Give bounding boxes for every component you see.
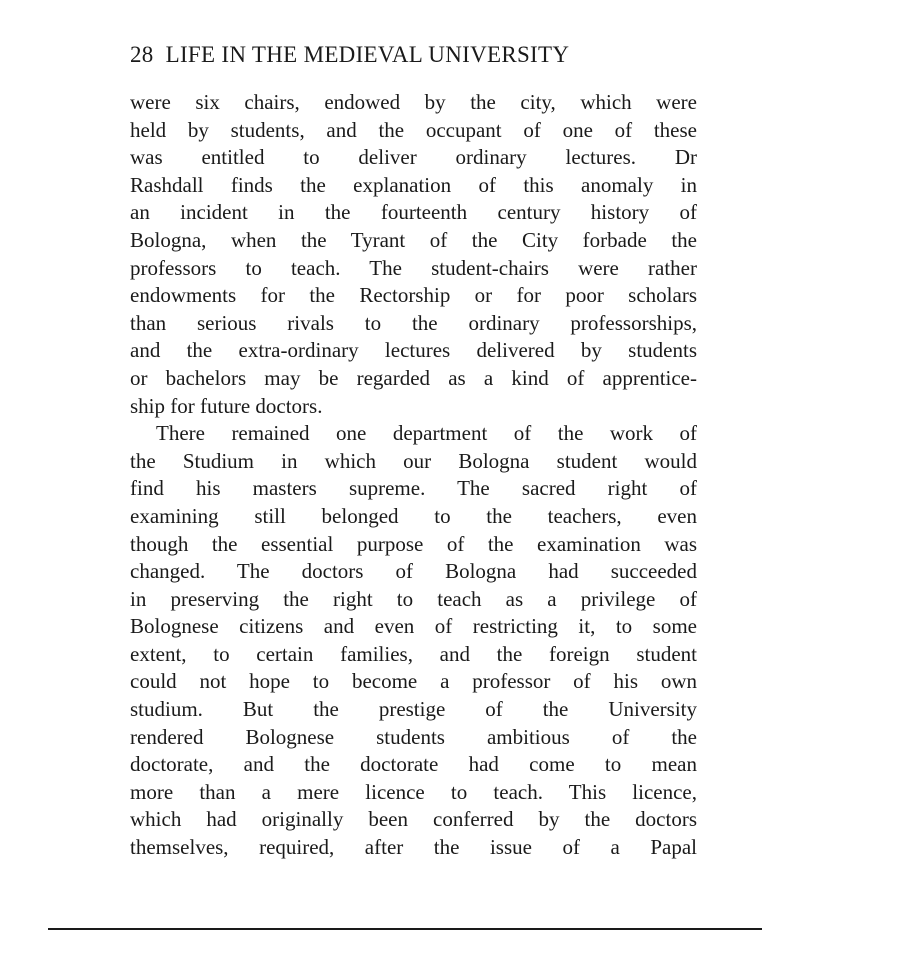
paragraph-2 (130, 420, 697, 862)
text-line: could not hope to become a professor of his own (130, 669, 697, 694)
text-line: themselves, required, after the issue of a Papal (130, 835, 697, 860)
text-line: though the essential purpose of the examination was (130, 531, 697, 556)
bottom-rule (48, 928, 762, 930)
body-text (130, 89, 697, 862)
text-line: the Studium in which our Bologna student would (130, 448, 697, 473)
text-line: than serious rivals to the ordinary professorships, (130, 310, 697, 335)
text-line: which had originally been conferred by the doctors (130, 807, 697, 832)
text-line: ship for future doctors. (130, 393, 323, 418)
paragraph-1 (130, 89, 697, 420)
text-line: professors to teach. The student-chairs were rather (130, 255, 697, 280)
text-line: There remained one department of the work of (156, 421, 697, 446)
text-line: find his masters supreme. The sacred right of (130, 476, 697, 501)
text-line: Bologna, when the Tyrant of the City forbade the (130, 227, 697, 252)
text-line: held by students, and the occupant of one of these (130, 117, 697, 142)
text-line: endowments for the Rectorship or for poor scholars (130, 283, 697, 308)
text-line: or bachelors may be regarded as a kind of apprentice- (130, 365, 697, 390)
text-line: examining still belonged to the teachers, even (130, 503, 697, 528)
text-line: were six chairs, endowed by the city, which were (130, 90, 697, 114)
page-number: 28 (130, 42, 154, 67)
text-line: Rashdall finds the explanation of this anomaly in (130, 172, 697, 197)
text-line: studium. But the prestige of the University (130, 697, 697, 722)
running-head (130, 42, 690, 68)
running-title: LIFE IN THE MEDIEVAL UNIVERSITY (165, 42, 570, 67)
text-line: and the extra-ordinary lectures delivered by students (130, 338, 697, 363)
text-line: an incident in the fourteenth century history of (130, 200, 697, 225)
text-line: extent, to certain families, and the foreign student (130, 641, 697, 666)
text-line: was entitled to deliver ordinary lectures. Dr (130, 145, 697, 170)
text-line: more than a mere licence to teach. This licence, (130, 779, 697, 804)
text-line: doctorate, and the doctorate had come to mean (130, 752, 697, 777)
text-line: changed. The doctors of Bologna had succeeded (130, 559, 697, 584)
text-line: in preserving the right to teach as a privilege of (130, 586, 697, 611)
text-line: rendered Bolognese students ambitious of the (130, 724, 697, 749)
text-line: Bolognese citizens and even of restricting it, to some (130, 614, 697, 639)
